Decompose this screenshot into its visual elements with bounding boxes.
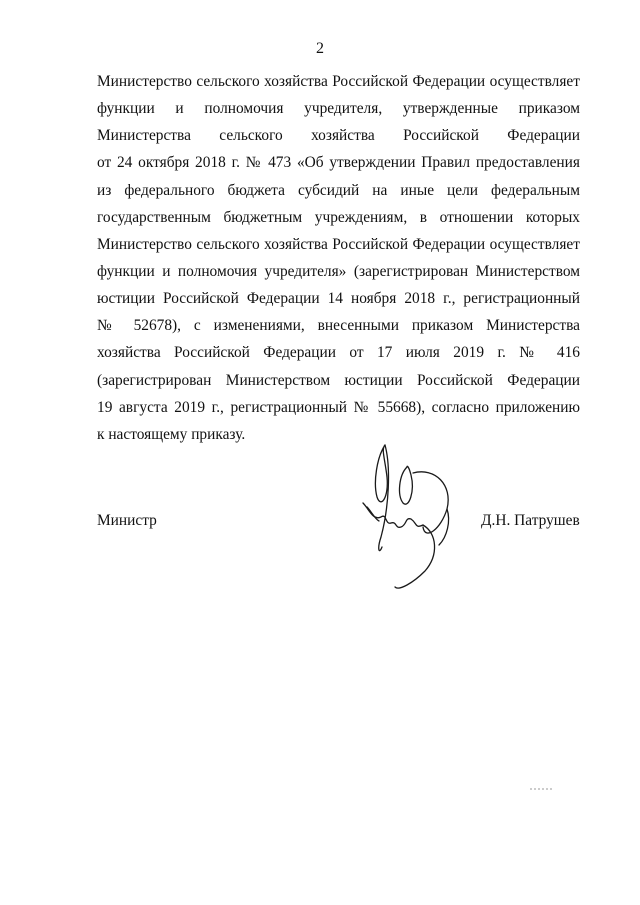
body-line: от 24 октября 2018 г. № 473 «Об утверждении Правил предоставления — [97, 154, 580, 172]
body-line: юстиции Российской Федерации 14 ноября 2018 г., регистрационный — [97, 290, 580, 308]
signatory-name: Д.Н. Патрушев — [481, 512, 580, 529]
page-number: 2 — [316, 40, 324, 57]
body-line: из федерального бюджета субсидий на иные цели федеральным — [97, 181, 580, 199]
body-line: Министерство сельского хозяйства Российской Федерации осуществляет — [97, 73, 580, 90]
body-line: (зарегистрирован Министерством юстиции Российской Федерации — [97, 371, 580, 389]
scan-artifact — [530, 788, 552, 790]
body-line: государственным бюджетным учреждениям, в отношении которых — [97, 208, 580, 226]
body-line: к настоящему приказу. — [97, 425, 246, 443]
body-line: функции и полномочия учредителя» (зарегистрирован Министерством — [97, 262, 580, 280]
body-line: функции и полномочия учредителя, утвержденные приказом — [97, 100, 580, 118]
body-line: № 52678), с изменениями, внесенными приказом Министерства — [97, 317, 580, 335]
body-line: 19 августа 2019 г., регистрационный № 55668), согласно приложению — [97, 398, 580, 416]
handwritten-signature — [355, 437, 465, 597]
body-line: Министерство сельского хозяйства Российской Федерации осуществляет — [97, 235, 580, 253]
body-paragraph — [97, 68, 580, 448]
body-line: Министерства сельского хозяйства Российской Федерации — [97, 127, 580, 145]
body-line: хозяйства Российской Федерации от 17 июля 2019 г. № 416 — [97, 344, 580, 362]
signatory-role: Министр — [97, 512, 157, 529]
